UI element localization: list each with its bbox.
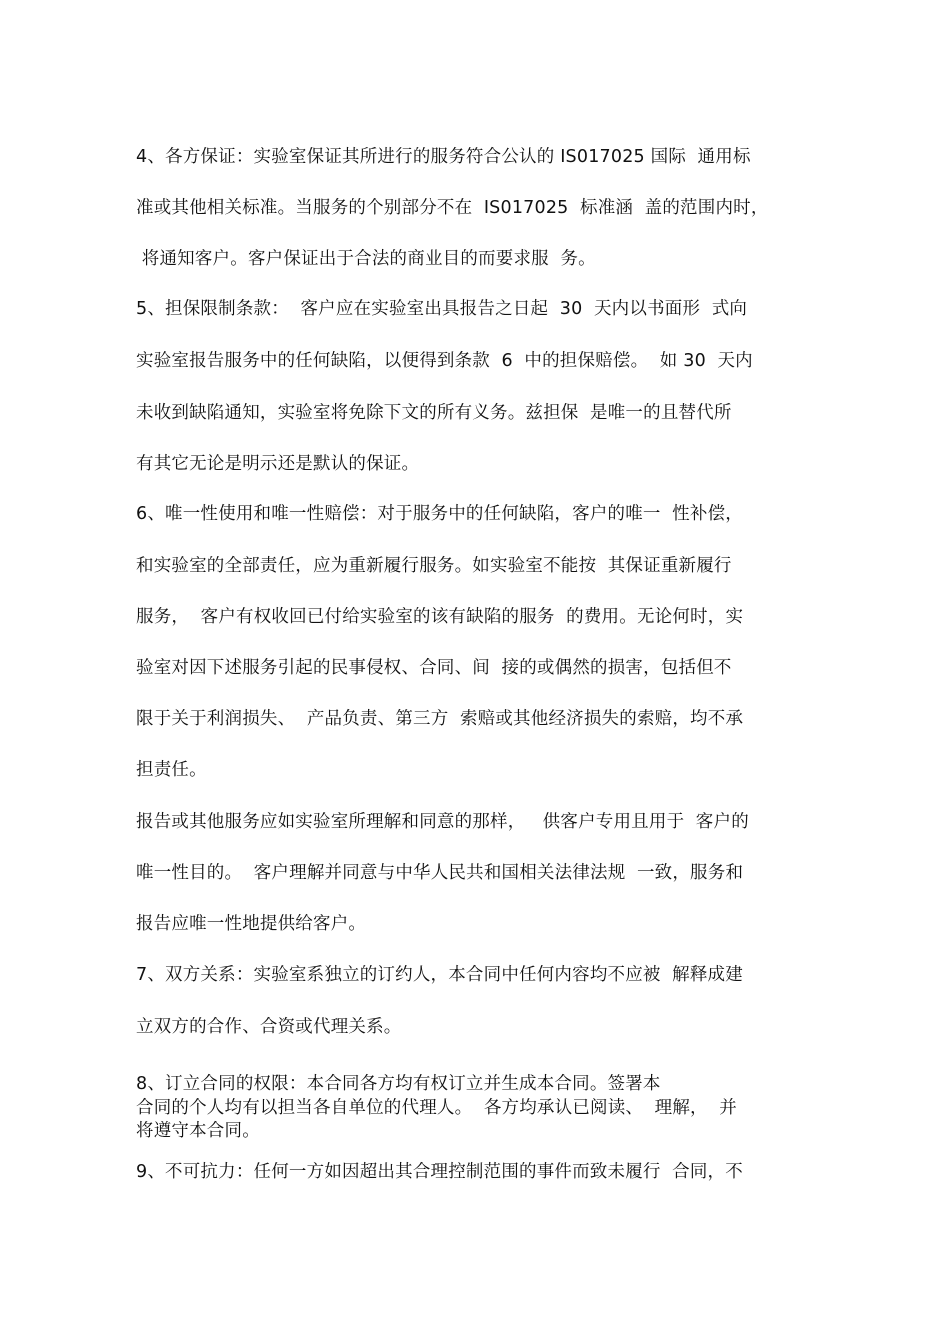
text-line: 验室对因下述服务引起的民事侵权、合同、间 接的或偶然的损害，包括但不	[136, 658, 732, 678]
text-line: 将通知客户。客户保证出于合法的商业目的而要求服 务。	[136, 249, 596, 269]
text-line: 8、订立合同的权限：本合同各方均有权订立并生成本合同。签署本	[136, 1074, 661, 1094]
text-line: 和实验室的全部责任，应为重新履行服务。如实验室不能按 其保证重新履行	[136, 556, 732, 576]
text-line: 7、双方关系：实验室系独立的订约人，本合同中任何内容均不应被 解释成建	[136, 965, 743, 985]
text-line: 担责任。	[136, 760, 207, 780]
text-line: 唯一性目的。 客户理解并同意与中华人民共和国相关法律法规 一致，服务和	[136, 863, 744, 883]
text-line: 9、不可抗力：任何一方如因超出其合理控制范围的事件而致未履行 合同，不	[136, 1162, 743, 1182]
text-line: 服务， 客户有权收回已付给实验室的该有缺陷的服务 的费用。无论何时，实	[136, 607, 744, 627]
text-line: 5、担保限制条款： 客户应在实验室出具报告之日起 30 天内以书面形 式向	[136, 299, 748, 319]
text-line: 未收到缺陷通知，实验室将免除下文的所有义务。兹担保 是唯一的且替代所	[136, 403, 732, 423]
text-line: 立双方的合作、合资或代理关系。	[136, 1017, 402, 1037]
text-line: 4、各方保证：实验室保证其所进行的服务符合公认的 IS017025 国际 通用标	[136, 147, 751, 167]
text-line: 6、唯一性使用和唯一性赔偿：对于服务中的任何缺陷，客户的唯一 性补偿，	[136, 504, 743, 524]
text-line: 限于关于利润损失、 产品负责、第三方 索赔或其他经济损失的索赔，均不承	[136, 709, 744, 729]
text-line: 报告或其他服务应如实验室所理解和同意的那样， 供客户专用且用于 客户的	[136, 812, 749, 832]
text-line: 合同的个人均有以担当各自单位的代理人。 各方均承认已阅读、 理解， 并	[136, 1098, 737, 1118]
text-line: 准或其他相关标准。当服务的个别部分不在 IS017025 标准涵 盖的范围内时，	[136, 198, 769, 218]
text-line: 报告应唯一性地提供给客户。	[136, 914, 367, 934]
text-line: 实验室报告服务中的任何缺陷，以便得到条款 6 中的担保赔偿。 如 30 天内	[136, 351, 753, 371]
text-line: 将遵守本合同。	[136, 1121, 260, 1141]
text-line: 有其它无论是明示还是默认的保证。	[136, 454, 420, 474]
